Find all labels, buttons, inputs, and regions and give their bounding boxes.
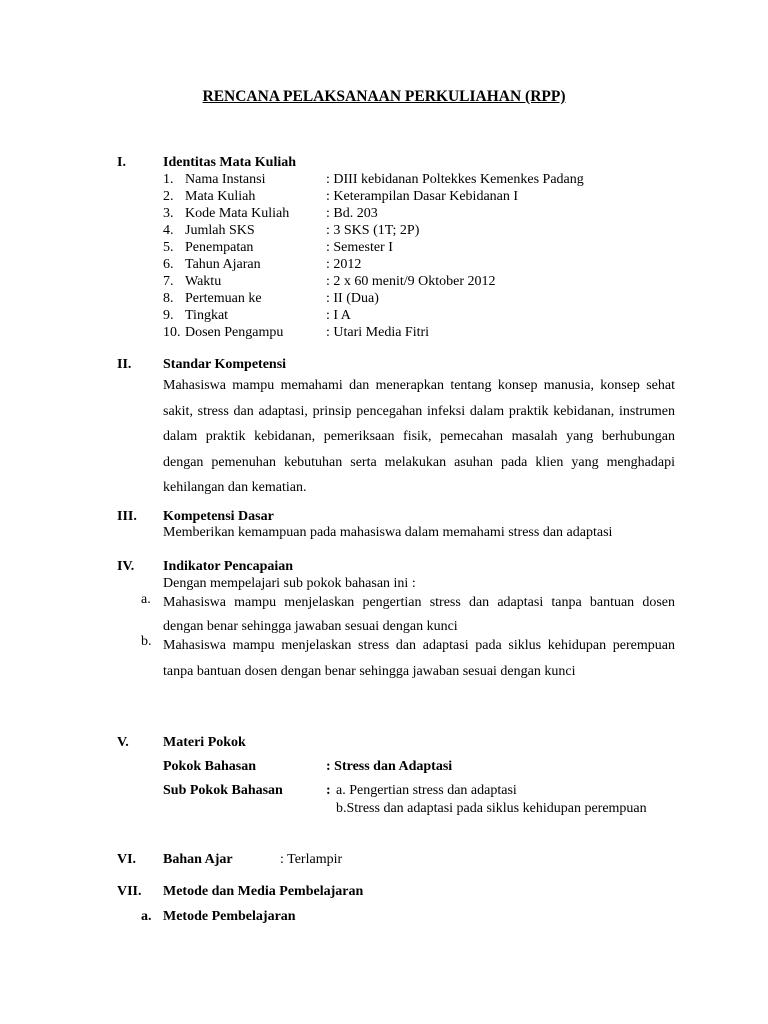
indicator-marker: b. (141, 634, 152, 649)
sub-pokok-bahasan-colon: : (326, 783, 331, 798)
identity-row-value: : Utari Media Fitri (326, 325, 430, 340)
identity-row (163, 256, 683, 273)
section-7-number: VII. (117, 884, 142, 899)
section-7-heading: Metode dan Media Pembelajaran (163, 884, 364, 899)
identity-row-label: Penempatan (185, 240, 254, 255)
identity-row (163, 290, 683, 307)
identity-row-value: : 2012 (326, 257, 362, 272)
identity-row-value: : 3 SKS (1T; 2P) (326, 223, 420, 238)
identity-row-label: Tingkat (185, 308, 229, 323)
sub-pokok-item-b: b.Stress dan adaptasi pada siklus kehidupan perempuan (336, 801, 647, 816)
identity-row-value: : 2 x 60 menit/9 Oktober 2012 (326, 274, 496, 289)
section-4-intro: Dengan mempelajari sub pokok bahasan ini : (163, 576, 416, 591)
section-2-body: Mahasiswa mampu memahami dan menerapkan tentang konsep manusia, konsep sehat sakit, stress dan adaptasi, prinsip pencegahan infeksi dalam praktik kebidanan, instrumen dalam praktik kebidanan, pemeriksaan fisik, pemecahan masalah yang berhubungan dengan pemenuhan kebutuhan serta melakukan asuhan pada klien yang menghadapi kehilangan dan kematian. (163, 378, 675, 495)
section-4-number: IV. (117, 559, 135, 574)
sub-pokok-item-a: a. Pengertian stress dan adaptasi (336, 783, 517, 798)
identity-row (163, 307, 683, 324)
identity-row-value: : DIII kebidanan Poltekkes Kemenkes Padang (326, 172, 584, 187)
identity-row-label: Tahun Ajaran (185, 257, 261, 272)
identity-row-value: : I A (326, 308, 351, 323)
identity-row-label: Waktu (185, 274, 222, 289)
identity-row (163, 188, 683, 205)
section-4-heading: Indikator Pencapaian (163, 559, 294, 574)
section-2-heading: Standar Kompetensi (163, 357, 287, 372)
indicator-item: Mahasiswa mampu menjelaskan pengertian stress dan adaptasi tanpa bantuan dosen dengan benar sehingga jawaban sesuai dengan kunci (163, 595, 675, 634)
identity-row-label: Dosen Pengampu (185, 325, 284, 340)
section-6-number: VI. (117, 852, 137, 867)
identity-row (163, 171, 683, 188)
section-1-heading: Identitas Mata Kuliah (163, 155, 297, 170)
sub-pokok-bahasan-label: Sub Pokok Bahasan (163, 783, 283, 798)
identity-row-number: 5. (163, 240, 174, 255)
identity-row-number: 7. (163, 274, 174, 289)
identity-row-label: Kode Mata Kuliah (185, 206, 290, 221)
section-5-number: V. (117, 735, 129, 750)
identity-row-value: : Bd. 203 (326, 206, 378, 221)
section-2-number: II. (117, 357, 132, 372)
identity-row-value: : Keterampilan Dasar Kebidanan I (326, 189, 519, 204)
section-7a-heading: Metode Pembelajaran (163, 909, 296, 924)
identity-row-number: 4. (163, 223, 174, 238)
identity-row (163, 205, 683, 222)
identity-row-number: 2. (163, 189, 174, 204)
identity-row-number: 1. (163, 172, 174, 187)
identity-row-number: 3. (163, 206, 174, 221)
identity-row-number: 9. (163, 308, 174, 323)
identity-row (163, 222, 683, 239)
indicator-item: Mahasiswa mampu menjelaskan stress dan adaptasi pada siklus kehidupan perempuan tanpa bantuan dosen dengan benar sehingga jawaban sesuai dengan kunci (163, 638, 675, 679)
identity-row-number: 8. (163, 291, 174, 306)
section-3-number: III. (117, 509, 137, 524)
pokok-bahasan-label: Pokok Bahasan (163, 759, 256, 774)
indicator-marker: a. (141, 592, 151, 607)
identity-row-label: Pertemuan ke (185, 291, 262, 306)
identity-row (163, 273, 683, 290)
identity-row-value: : Semester I (326, 240, 393, 255)
section-1-number: I. (117, 155, 126, 170)
identity-row-label: Mata Kuliah (185, 189, 256, 204)
bahan-ajar-value: : Terlampir (280, 852, 343, 867)
section-7a-marker: a. (141, 909, 152, 924)
identity-row (163, 324, 683, 341)
document-title: RENCANA PELAKSANAAN PERKULIAHAN (RPP) (202, 88, 566, 105)
pokok-bahasan-value: : Stress dan Adaptasi (326, 759, 453, 774)
section-3-body: Memberikan kemampuan pada mahasiswa dalam memahami stress dan adaptasi (163, 525, 613, 540)
identity-row (163, 239, 683, 256)
section-6-heading: Bahan Ajar (163, 852, 233, 867)
identity-row-value: : II (Dua) (326, 291, 379, 306)
identity-row-number: 10. (163, 325, 181, 340)
identity-row-label: Jumlah SKS (185, 223, 255, 238)
section-5-heading: Materi Pokok (163, 735, 246, 750)
identity-row-label: Nama Instansi (185, 172, 266, 187)
section-3-heading: Kompetensi Dasar (163, 509, 274, 524)
identity-row-number: 6. (163, 257, 174, 272)
